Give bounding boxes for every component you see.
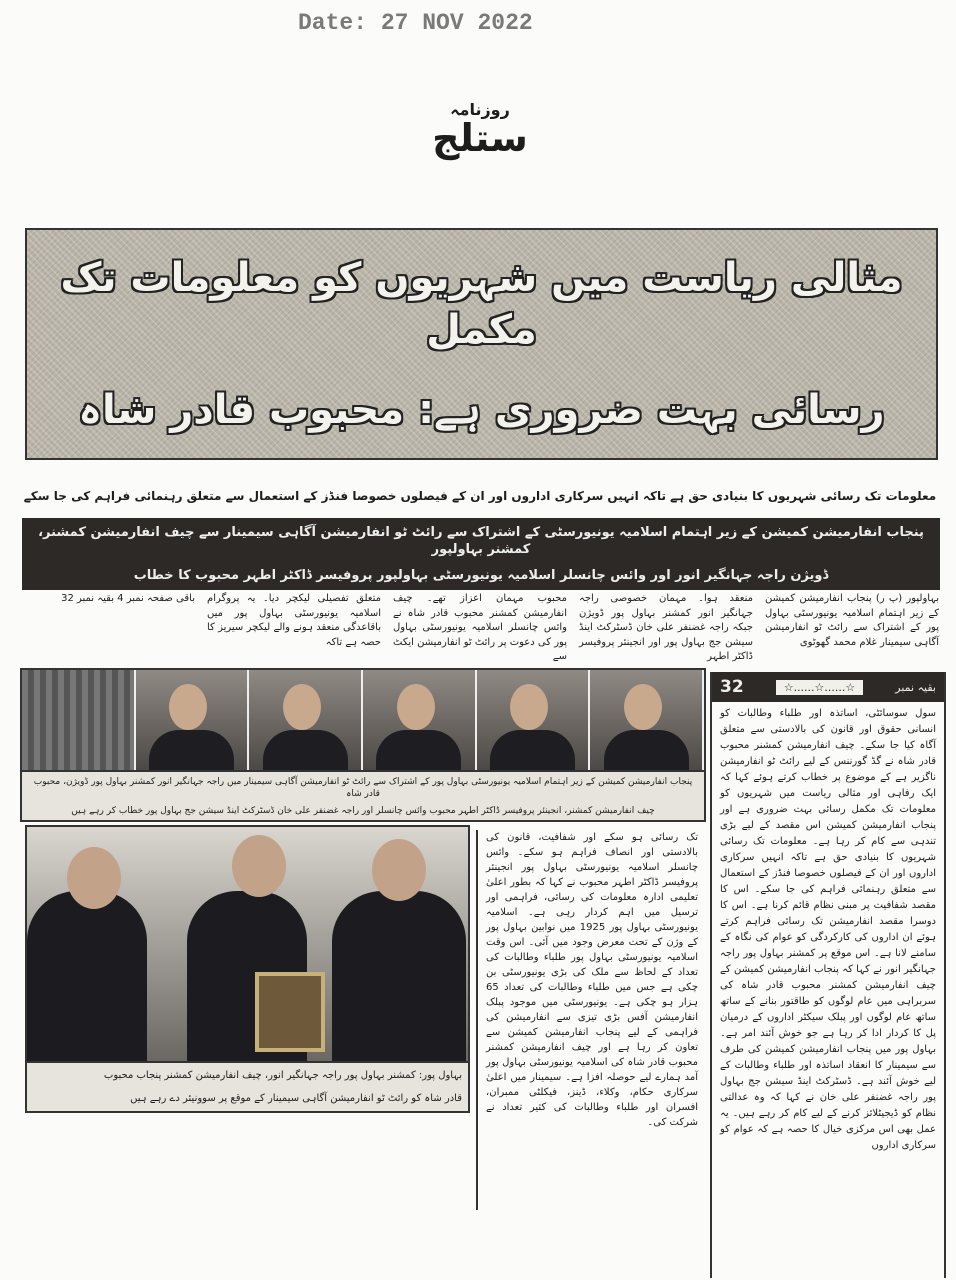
caption-line-1: بہاول پور: کمشنر بہاول پور راجہ جہانگیر انور، چیف انفارمیشن کمشنر پنجاب محبوب — [103, 1069, 462, 1081]
speaker-photo-strip — [20, 668, 706, 772]
intro-column: باقی صفحہ نمبر 4 بقیہ نمبر 32 — [61, 593, 195, 604]
speaker-photo — [363, 670, 477, 770]
newspaper-masthead — [395, 100, 565, 170]
intro-column: منعقد ہوا۔ مہمان خصوصی راجہ جہانگیر انور کمشنر بہاول پور ڈویژن جبکہ راجہ غضنفر علی خان ڈسٹرکٹ اینڈ سیشن جج بہاول پور اور انجینئر پروفیسر ڈاکٹر اطہر — [579, 593, 753, 662]
speaker-photo — [136, 670, 250, 770]
continuation-text: سول سوسائٹی، اساتذہ اور طلباء وطالبات کو انسانی حقوق اور قانون کی بالادستی سے متعلق آگاہ کیا جا سکے۔ چیف انفارمیشن کمشنر محبوب قادر شاہ نے گڈ گورننس کے لیے رائٹ ٹو انفارمیشن ناگزیر ہے کے موضوع پر خطاب کرتے ہوئے کہا کہ ایک رفاہی اور مثالی ریاست میں شہریوں کو معلومات تک مکمل رسائی بہت ضروری ہے اور پنجاب انفارمیشن کمیشن اس مقصد کے لیے بڑی تندہی سے کام کر رہا ہے۔ معلومات تک رسائی شہریوں کا بنیادی حق ہے تاکہ انہیں سرکاری اداروں اور ان کے فیصلوں خصوصا فنڈز کے استعمال سے متعلق رہنمائی فراہم کی جا سکے۔ اس کا مقصد شفافیت پر مبنی نظام قائم کرنا ہے۔ اس کا دوسرا مقصد انفارمیشن تک رسائی فراہم کرتے ہوئے ان اداروں کی کارکردگی کو عوام کی نگاہ کے سامنے لانا ہے۔ اس موقع پر کمشنر بہاول پور راجہ جہانگیر انور نے کہا کہ پنجاب انفارمیشن کمیشن کے چیف انفارمیشن کمشنر محبوب قادر شاہ کی سربراہی میں عام لوگوں کو طاقتور بنانے کے ساتھ ساتھ عام لوگوں اور پبلک سیکٹر اداروں کے درمیان پل کا کردار ادا کر رہا ہے جو خوش آئند امر ہے۔ بہاول پور میں پنجاب انفارمیشن کمیشن کی طرف سے سیمینار کا انعقاد اساتذہ اور طلباء وطالبات کے لیے خوش آئند ہے۔ ڈسٹرکٹ اینڈ سیشن جج بہاول پور راجہ غضنفر علی خان نے کہا کہ وہ عدالتی نظام کو ڈیجیٹلائز کرنے کے لیے کام کر رہے ہیں۔ یہ عمل بھی اس مرکزی خیال کا حصہ ہے کہ عوام کو سرکاری اداروں — [720, 708, 936, 1151]
continuation-column — [710, 672, 946, 1278]
intro-column: محبوب مہمان اعزاز تھے۔ چیف انفارمیشن کمشنر محبوب قادر شاہ نے وائس چانسلر اسلامیہ یونیورسٹی بہاول پور کی دعوت پر رائٹ ٹو انفارمیشن ایکٹ سے — [393, 593, 567, 662]
article-middle-column: تک رسائی ہو سکے اور شفافیت، قانون کی بالادستی اور انصاف فراہم ہو سکے۔ وائس چانسلر اسلامیہ یونیورسٹی بہاول پور انجینئر پروفیسر ڈاکٹر اطہر محبوب نے کہا کہ بطور اعلیٰ تعلیمی ادارہ معلومات کی رسائی، فراہمی اور ترسیل میں اہم کردار رہی ہے۔ اسلامیہ یونیورسٹی بہاول پور 1925 میں نوابین بہاول پور کے وژن کے تحت معرض وجود میں آئی۔ اس وقت اسلامیہ یونیورسٹی بہاول پور طلباء وطالبات کی تعداد کے لحاظ سے ملک کی بڑی یونیورسٹی بن چکی ہے جس میں طلباء وطالبات کی تعداد 65 ہزار ہو چکی ہے۔ یونیورسٹی میں موجود پبلک انفارمیشن آفس بڑی تیزی سے انفارمیشن کی فراہمی کے لیے پنجاب انفارمیشن کمیشن سے تعاون کر رہا ہے اور چیف انفارمیشن کمشنر محبوب قادر شاہ کی اسلامیہ یونیورسٹی بہاول پور آمد ہمارے لیے حوصلہ افزا ہے۔ سیمینار میں اعلیٰ سرکاری حکام، وکلاء، ڈینز، فیکلٹی ممبران، افسران اور طلباء وطالبات کی کثیر تعداد نے شرکت کی۔ — [476, 830, 706, 1210]
intro-column: متعلق تفصیلی لیکچر دیا۔ یہ پروگرام اسلامیہ یونیورسٹی بہاول پور میں باقاعدگی منعقد ہونے والے لیکچر سیریز کا حصہ ہے تاکہ — [207, 593, 381, 648]
person-figure — [27, 891, 147, 1061]
strapline: معلومات تک رسائی شہریوں کا بنیادی حق ہے تاکہ انہیں سرکاری اداروں اور ان کے فیصلوں خصوصا فنڈز کے استعمال سے متعلق رہنمائی فراہم کی جا سکے — [23, 489, 937, 503]
date-day: 27 — [380, 10, 409, 36]
stars-divider: ☆......☆......☆ — [776, 680, 864, 695]
souvenir-photo — [25, 825, 470, 1063]
person-head — [232, 835, 286, 897]
intro-columns — [15, 592, 945, 666]
masthead-prefix: روزنامہ — [450, 100, 510, 119]
caption-line-2: قادر شاہ کو رائٹ ٹو انفارمیشن آگاہی سیمینار کے موقع پر سوونیئر دے رہے ہیں — [130, 1092, 462, 1104]
date-month: NOV — [422, 10, 464, 36]
speaker-photo — [249, 670, 363, 770]
continuation-header — [712, 672, 944, 702]
date-stamp — [298, 10, 588, 44]
headline-line-2: رسائی بہت ضروری ہے: محبوب قادر شاہ — [78, 387, 885, 433]
intro-column: بہاولپور (پ ر) پنجاب انفارمیشن کمیشن کے زیر اہتمام اسلامیہ یونیورسٹی بہاول پور کے اشتراک سے رائٹ ٹو انفارمیشن آگاہی سیمینار غلام محمد گھوٹوی — [765, 593, 939, 648]
subheadline-band — [22, 518, 940, 590]
masthead-name: ستلج — [432, 116, 528, 160]
souvenir-photo-caption — [25, 1063, 470, 1113]
headline-line-1: مثالی ریاست میں شہریوں کو معلومات تک مکمل — [60, 255, 903, 353]
date-year: 2022 — [477, 10, 533, 36]
speaker-photo — [590, 670, 704, 770]
person-head — [372, 839, 426, 901]
continuation-number: 32 — [720, 677, 744, 697]
audience-photo — [22, 670, 136, 770]
person-figure — [332, 891, 466, 1061]
souvenir-plaque — [255, 972, 325, 1052]
subheadline-line-2: ڈویژن راجہ جہانگیر انور اور وائس چانسلر اسلامیہ یونیورسٹی بہاولپور پروفیسر ڈاکٹر اطہر محبوب کا خطاب — [133, 567, 829, 583]
continuation-label: بقیہ نمبر — [895, 680, 936, 694]
caption-line-1: پنجاب انفارمیشن کمیشن کے زیر اہتمام اسلامیہ یونیورسٹی بہاول پور کے اشتراک سے رائٹ ٹو انفارمیشن آگاہی سیمینار میں راجہ جہانگیر انور کمشنر بہاول پور ڈویژن، محبوب قادر شاہ — [33, 776, 693, 799]
subheadline-line-1: پنجاب انفارمیشن کمیشن کے زیر اہتمام اسلامیہ یونیورسٹی کے اشتراک سے رائٹ ٹو انفارمیشن آگاہی سیمینار سے چیف انفارمیشن کمشنر، کمشنر بہاولپور — [38, 525, 924, 558]
speaker-photo — [477, 670, 591, 770]
caption-line-2: چیف انفارمیشن کمشنر، انجینئر پروفیسر ڈاکٹر اطہر محبوب وائس چانسلر اور راجہ غضنفر علی خان ڈسٹرکٹ اینڈ سیشن جج بہاول پور خطاب کر رہے ہیں — [71, 805, 655, 816]
date-label: Date: — [298, 10, 368, 36]
headline-box — [25, 228, 938, 460]
photo-strip-caption — [20, 772, 706, 822]
person-head — [67, 847, 121, 909]
